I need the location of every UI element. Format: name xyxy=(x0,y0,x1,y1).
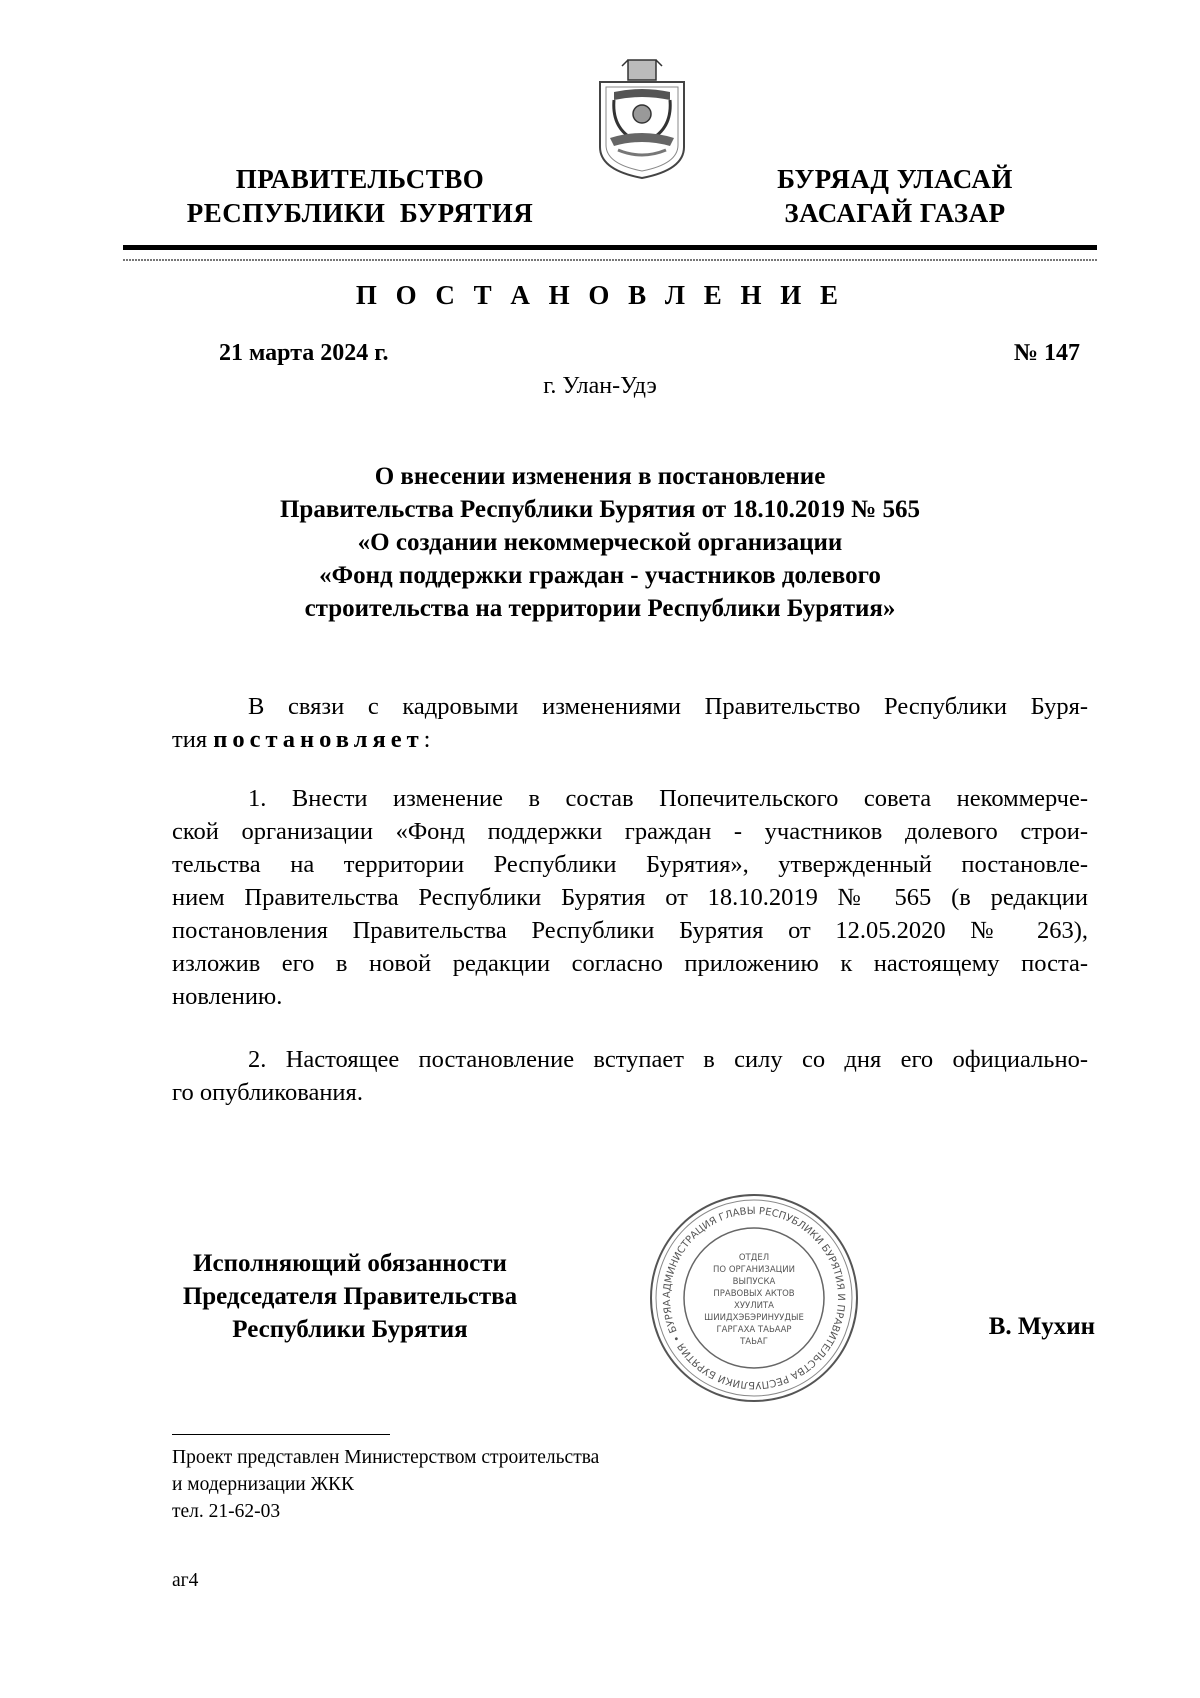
header-divider-thick xyxy=(123,245,1097,250)
preamble-prefix: тия xyxy=(172,726,214,753)
seal-center-line: ГАРГАХА ТАЬААР xyxy=(716,1325,792,1335)
footnote-line: тел. 21-62-03 xyxy=(172,1501,281,1522)
item-1-line: постановления Правительства Республики Бурятия от 12.05.2020 № 263), xyxy=(172,917,1088,944)
title-line: О внесении изменения в постановление xyxy=(374,463,826,490)
item-1-line: тельства на территории Республики Бурятия», утвержденный постановле- xyxy=(172,851,1088,878)
signatory-position-line: Председателя Правительства xyxy=(182,1283,518,1310)
document-type: П О С Т А Н О В Л Е Н И Е xyxy=(355,280,845,310)
seal-center-line: ТАЬАГ xyxy=(740,1337,768,1347)
footnote xyxy=(172,1444,599,1525)
preamble-paragraph xyxy=(172,690,1088,756)
official-seal-icon xyxy=(648,1192,860,1404)
item-2-line: го опубликования. xyxy=(172,1079,363,1106)
title-line: строительства на территории Республики Бурятия» xyxy=(304,595,896,622)
resolves-word: постановляет xyxy=(213,726,424,753)
government-name-bua-line1: БУРЯАД УЛАСАЙ xyxy=(777,164,1013,194)
document-title xyxy=(200,460,1000,625)
government-name-bua-line2: ЗАСАГАЙ ГАЗАР xyxy=(784,198,1006,228)
item-1-line: ской организации «Фонд поддержки граждан - участников долевого строи- xyxy=(172,818,1088,845)
item-1-line: нием Правительства Республики Бурятия от 18.10.2019 № 565 (в редакции xyxy=(172,884,1088,911)
footnote-line: и модернизации ЖКК xyxy=(172,1474,355,1495)
signatory-position-line: Исполняющий обязанности xyxy=(193,1250,507,1277)
document-date: 21 марта 2024 г. xyxy=(219,340,389,366)
title-line: «О создании некоммерческой организации xyxy=(357,529,843,556)
item-1-line: 1. Внести изменение в состав Попечительского совета некоммерче- xyxy=(248,785,1088,812)
item-2-paragraph xyxy=(172,1043,1088,1109)
coat-of-arms-icon xyxy=(592,52,692,180)
preamble-suffix: : xyxy=(423,726,431,753)
seal-center-line: ВЫПУСКА xyxy=(732,1277,776,1287)
footnote-divider xyxy=(172,1434,390,1435)
seal-center-line: ХУУЛИТА xyxy=(734,1301,774,1311)
item-2-line: 2. Настоящее постановление вступает в силу со дня его официально- xyxy=(248,1046,1088,1073)
seal-center-line: ПО ОРГАНИЗАЦИИ xyxy=(713,1265,795,1275)
seal-center-line: ПРАВОВЫХ АКТОВ xyxy=(713,1289,795,1299)
government-name-buryat xyxy=(765,162,1025,230)
signatory-name: В. Мухин xyxy=(988,1313,1095,1340)
seal-center-line: ШИИДХЭБЭРИНУУДЫЕ xyxy=(704,1313,804,1323)
title-line: Правительства Республики Бурятия от 18.10.2019 № 565 xyxy=(279,496,920,523)
item-1-paragraph xyxy=(172,782,1088,1013)
item-1-line: новлению. xyxy=(172,983,283,1010)
government-name-ru-line1: ПРАВИТЕЛЬСТВО xyxy=(235,164,485,194)
document-city: г. Улан-Удэ xyxy=(543,373,657,399)
government-name-ru-line2: РЕСПУБЛИКИ БУРЯТИЯ xyxy=(186,198,534,228)
header-divider-thin xyxy=(123,259,1097,261)
preamble-line: В связи с кадровыми изменениями Правительство Республики Буря- xyxy=(248,693,1088,720)
seal-ring-text: АДМИНИСТРАЦИЯ ГЛАВЫ РЕСПУБЛИКИ БУРЯТИЯ И ПРАВИТЕЛЬСТВА РЕСПУБЛИКИ БУРЯТИЯ • БУРЯА xyxy=(661,1205,847,1391)
seal-center-line: ОТДЕЛ xyxy=(738,1253,770,1263)
signatory-position-line: Республики Бурятия xyxy=(232,1316,468,1343)
title-line: «Фонд поддержки граждан - участников долевого xyxy=(319,562,881,589)
signatory-position xyxy=(150,1247,550,1346)
preamble-line xyxy=(172,723,1088,756)
document-number: № 147 xyxy=(1013,340,1080,366)
registry-code: аг4 xyxy=(172,1570,199,1591)
government-name-russian xyxy=(175,162,545,230)
footnote-line: Проект представлен Министерством строительства xyxy=(172,1447,600,1468)
item-1-line: изложив его в новой редакции согласно приложению к настоящему поста- xyxy=(172,950,1088,977)
